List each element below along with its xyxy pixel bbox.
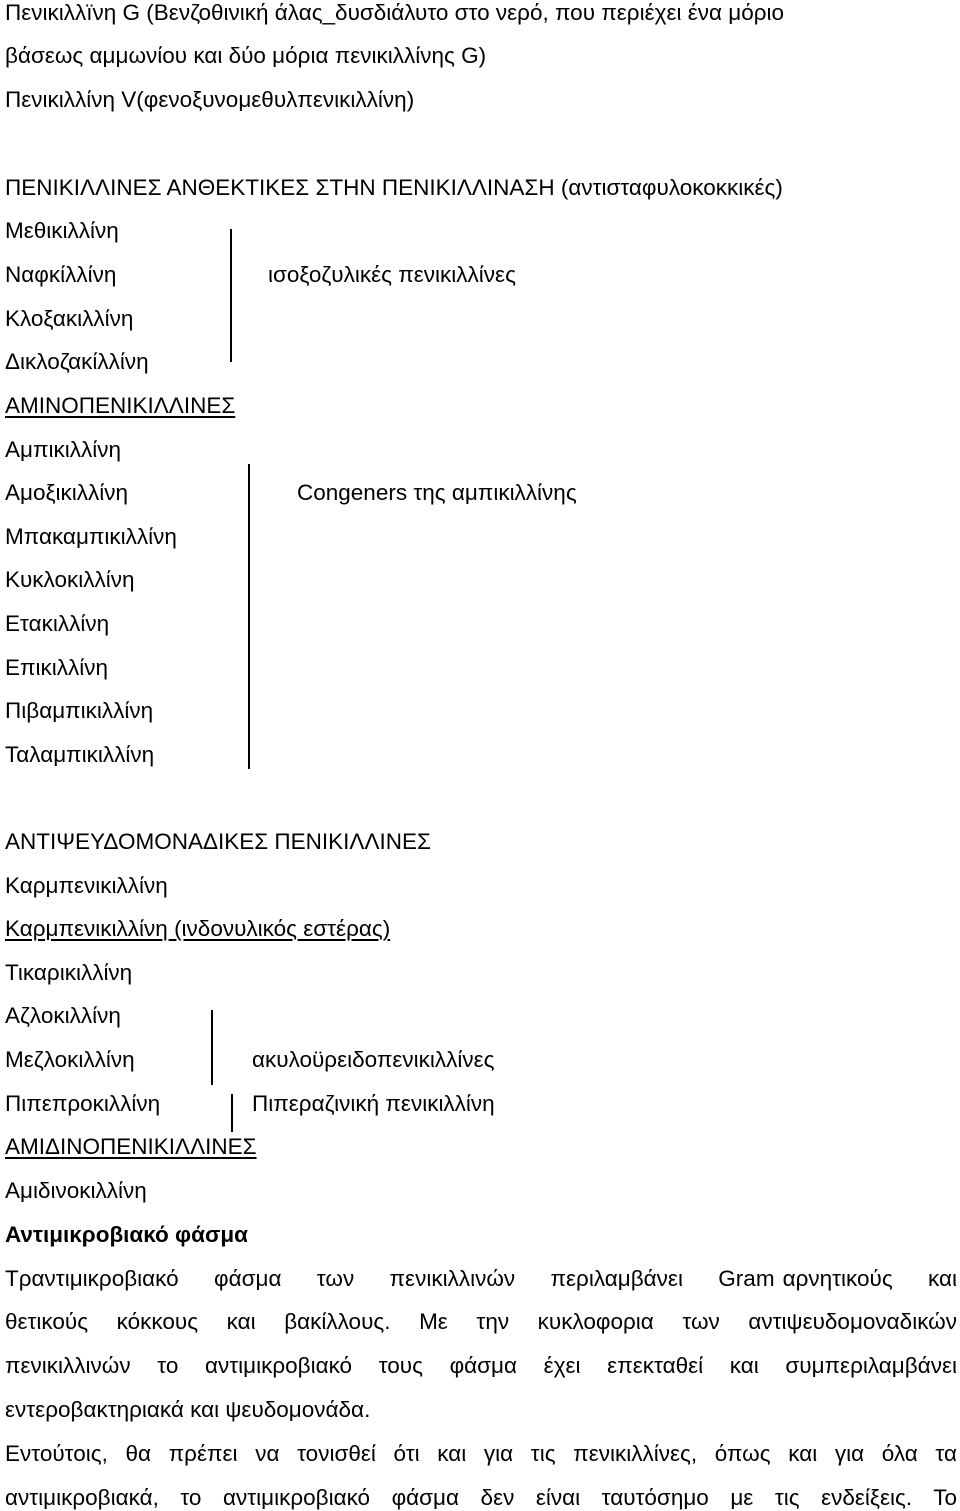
drug-item: Κυκλοκιλλίνη bbox=[5, 567, 135, 592]
drug-item: Επικιλλίνη bbox=[5, 655, 109, 680]
group-bracket bbox=[231, 1094, 233, 1132]
spectrum-paragraph-2-line-2: αντιμικροβιακά, το αντιμικροβιακό φάσμα δεν είναι ταυτόσημο με τις ενδείξεις. Το bbox=[5, 1485, 957, 1510]
drug-item: Δικλοζακίλλίνη bbox=[5, 349, 149, 374]
intro-line-1: Πενικιλλïνη G (Βενζοθινική άλας_δυσδιάλυτο στο νερό, που περιέχει ένα μόριο bbox=[5, 0, 785, 25]
spectrum-paragraph-1-line-2: θετικούς κόκκους και βακίλλους. Με την κυκλοφορια των αντιψευδομοναδικών bbox=[5, 1309, 957, 1334]
drug-item: Μεθικιλλίνη bbox=[5, 218, 119, 243]
group-label-ureido: ακυλοϋρειδοπενικιλλίνες bbox=[252, 1047, 495, 1072]
section-heading-aminopenicillins: ΑΜΙΝΟΠΕΝΙΚΙΛΛΙΝΕΣ bbox=[5, 393, 236, 418]
drug-item: Κλοξακιλλίνη bbox=[5, 306, 134, 331]
drug-item: Μπακαμπικιλλίνη bbox=[5, 524, 177, 549]
paragraph-text: αρνητικούς και bbox=[782, 1266, 957, 1291]
group-bracket bbox=[211, 1010, 213, 1085]
section-heading-antipseudomonal: ΑΝΤΙΨΕΥΔΟΜΟΝΑΔΙΚΕΣ ΠΕΝΙΚΙΛΛΙΝΕΣ bbox=[5, 829, 431, 854]
drug-item: Πιβαμπικιλλίνη bbox=[5, 698, 154, 723]
intro-line-2: βάσεως αμμωνίου και δύο μόρια πενικιλλίνης G) bbox=[5, 43, 487, 68]
spectrum-paragraph-1-line-3: πενικιλλινών το αντιμικροβιακό τους φάσμα έχει επεκταθεί και συμπεριλαμβάνει bbox=[5, 1353, 957, 1378]
drug-item: Ταλαμπικιλλίνη bbox=[5, 742, 155, 767]
spectrum-paragraph-1-line-1 bbox=[5, 1266, 957, 1292]
paragraph-text: Τραντιμικροβιακό φάσμα των πενικιλλινών περιλαμβάνει Gram bbox=[5, 1266, 775, 1291]
group-label-isoxazolyl: ισοξοζυλικές πενικιλλίνες bbox=[268, 262, 516, 287]
group-bracket bbox=[248, 464, 250, 769]
drug-item: Αμοξικιλλίνη bbox=[5, 480, 129, 505]
intro-line-3: Πενικιλλίνη V(φενοξυνομεθυλπενικιλλίνη) bbox=[5, 87, 415, 112]
group-bracket bbox=[230, 229, 232, 362]
drug-item: Αμιδινοκιλλίνη bbox=[5, 1178, 147, 1203]
drug-item: Αμπικιλλίνη bbox=[5, 437, 122, 462]
drug-item: Ετακιλλίνη bbox=[5, 611, 110, 636]
section-heading-penicillinase-resistant: ΠΕΝΙΚΙΛΛΙΝΕΣ ΑΝΘΕΚΤΙΚΕΣ ΣΤΗΝ ΠΕΝΙΚΙΛΛΙΝΑΣΗ (αντισταφυλοκοκκικές) bbox=[5, 175, 783, 200]
group-label-ampicillin-congeners: Congeners της αμπικιλλίνης bbox=[297, 480, 577, 505]
spectrum-paragraph-2-line-1: Εντούτοις, θα πρέπει να τονισθεί ότι και για τις πενικιλλίνες, όπως και για όλα τα bbox=[5, 1441, 957, 1466]
drug-item: Τικαρικιλλίνη bbox=[5, 960, 133, 985]
drug-item: Ναφκίλλίνη bbox=[5, 262, 117, 287]
drug-item: Αζλοκιλλίνη bbox=[5, 1003, 121, 1028]
drug-item: Καρμπενικιλλίνη (ινδονυλικός εστέρας) bbox=[5, 916, 391, 941]
section-heading-spectrum: Αντιμικροβιακό φάσμα bbox=[5, 1222, 248, 1247]
group-label-piperazine: Πιπεραζινική πενικιλλίνη bbox=[252, 1091, 495, 1116]
spectrum-paragraph-1-line-4: εντεροβακτηριακά και ψευδομονάδα. bbox=[5, 1397, 371, 1422]
drug-item: Καρμπενικιλλίνη bbox=[5, 873, 168, 898]
section-heading-amidinopenicillins: ΑΜΙΔΙΝΟΠΕΝΙΚΙΛΛΙΝΕΣ bbox=[5, 1134, 257, 1159]
drug-item: Μεζλοκιλλίνη bbox=[5, 1047, 135, 1072]
drug-item: Πιπεπροκιλλίνη bbox=[5, 1091, 161, 1116]
